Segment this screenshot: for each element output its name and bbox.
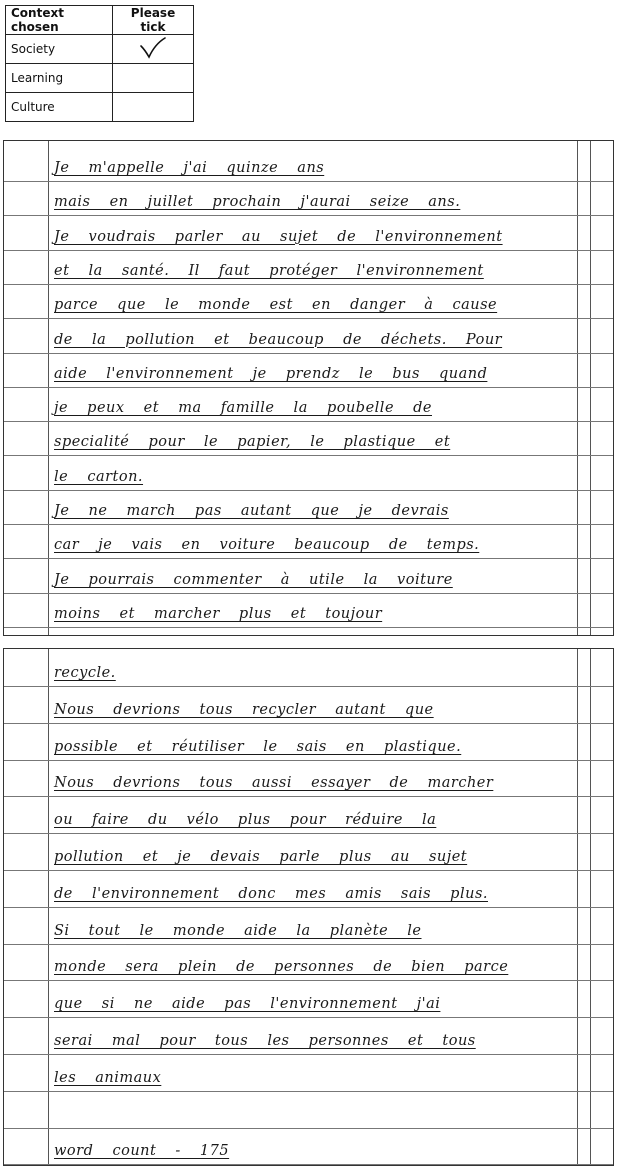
ruled-line bbox=[4, 284, 613, 285]
ruled-line bbox=[4, 870, 613, 871]
ruled-line bbox=[4, 1017, 613, 1018]
context-table bbox=[5, 5, 194, 122]
ruled-line bbox=[4, 215, 613, 216]
handwritten-line: recycle. bbox=[54, 665, 116, 681]
handwritten-line: de l'environnement donc mes amis sais plus. bbox=[54, 885, 488, 902]
handwritten-line: serai mal pour tous les personnes et tous bbox=[54, 1033, 476, 1049]
ruled-line bbox=[4, 250, 613, 251]
ruled-line bbox=[4, 524, 613, 525]
handwritten-line: moins et marcher plus et toujour bbox=[54, 605, 383, 622]
handwritten-line: je peux et ma famille la poubelle de bbox=[54, 400, 432, 417]
ruled-line bbox=[4, 455, 613, 456]
ruled-line bbox=[4, 490, 613, 491]
handwritten-line: de la pollution et beaucoup de déchets. Pour bbox=[54, 331, 503, 348]
ruled-line bbox=[4, 353, 613, 354]
ruled-line bbox=[4, 907, 613, 908]
context-label: Culture bbox=[6, 93, 113, 122]
answer-sheet-page-2 bbox=[3, 648, 614, 1166]
handwritten-line: Je voudrais parler au sujet de l'environnement bbox=[54, 228, 503, 245]
handwritten-line: le carton. bbox=[54, 468, 144, 485]
handwritten-line: pollution et je devais parle plus au sujet bbox=[54, 849, 468, 865]
handwritten-line: parce que le monde est en danger à cause bbox=[54, 297, 498, 314]
handwritten-line: que si ne aide pas l'environnement j'ai bbox=[54, 996, 441, 1013]
handwritten-line: mais en juillet prochain j'aurai seize ans. bbox=[54, 194, 461, 211]
handwritten-line: word count - 175 bbox=[54, 1143, 230, 1160]
context-label: Learning bbox=[6, 64, 113, 93]
ruled-line bbox=[4, 1128, 613, 1129]
context-row-culture bbox=[6, 93, 194, 122]
context-label: Society bbox=[6, 35, 113, 64]
handwritten-line: Nous devrions tous aussi essayer de marcher bbox=[54, 775, 494, 792]
context-row-learning bbox=[6, 64, 194, 93]
ruled-line bbox=[4, 760, 613, 761]
ruled-line bbox=[4, 387, 613, 388]
ruled-line bbox=[4, 318, 613, 319]
ruled-line bbox=[4, 421, 613, 422]
ruled-line bbox=[4, 593, 613, 594]
handwritten-line: Je m'appelle j'ai quinze ans bbox=[54, 160, 325, 176]
handwritten-line: aide l'environnement je prendz le bus quand bbox=[54, 365, 488, 382]
handwritten-line: ou faire du vélo plus pour réduire la bbox=[54, 812, 437, 829]
handwritten-line: Si tout le monde aide la planète le bbox=[54, 922, 422, 939]
ruled-line bbox=[4, 686, 613, 687]
ruled-line bbox=[4, 181, 613, 182]
handwritten-line: specialité pour le papier, le plastique et bbox=[54, 434, 451, 451]
handwritten-line: et la santé. Il faut protéger l'environnement bbox=[54, 262, 484, 279]
ruled-line bbox=[4, 944, 613, 945]
ruled-line bbox=[4, 723, 613, 724]
handwritten-line: possible et réutiliser le sais en plastique. bbox=[54, 738, 462, 755]
ruled-line bbox=[4, 627, 613, 628]
context-table-header bbox=[6, 6, 194, 35]
handwritten-line: Nous devrions tous recycler autant que bbox=[54, 701, 434, 718]
tick-cell[interactable] bbox=[113, 64, 194, 93]
ruled-line bbox=[4, 558, 613, 559]
checkmark-icon bbox=[138, 36, 168, 60]
ruled-line bbox=[4, 833, 613, 834]
ruled-line bbox=[4, 1091, 613, 1092]
handwritten-line: les animaux bbox=[54, 1069, 162, 1086]
context-row-society bbox=[6, 35, 194, 64]
tick-cell[interactable] bbox=[113, 35, 194, 64]
header-context-chosen: Context chosen bbox=[6, 6, 113, 35]
tick-cell[interactable] bbox=[113, 93, 194, 122]
answer-sheet-page-1 bbox=[3, 140, 614, 636]
header-please-tick: Please tick bbox=[113, 6, 194, 35]
handwritten-line: Je ne march pas autant que je devrais bbox=[54, 503, 449, 519]
handwritten-line: car je vais en voiture beaucoup de temps. bbox=[54, 537, 480, 554]
handwritten-line: monde sera plein de personnes de bien parce bbox=[54, 959, 509, 976]
ruled-line bbox=[4, 980, 613, 981]
ruled-line bbox=[4, 796, 613, 797]
ruled-line bbox=[4, 1164, 613, 1165]
ruled-line bbox=[4, 1054, 613, 1055]
handwritten-line: Je pourrais commenter à utile la voiture bbox=[54, 571, 453, 588]
